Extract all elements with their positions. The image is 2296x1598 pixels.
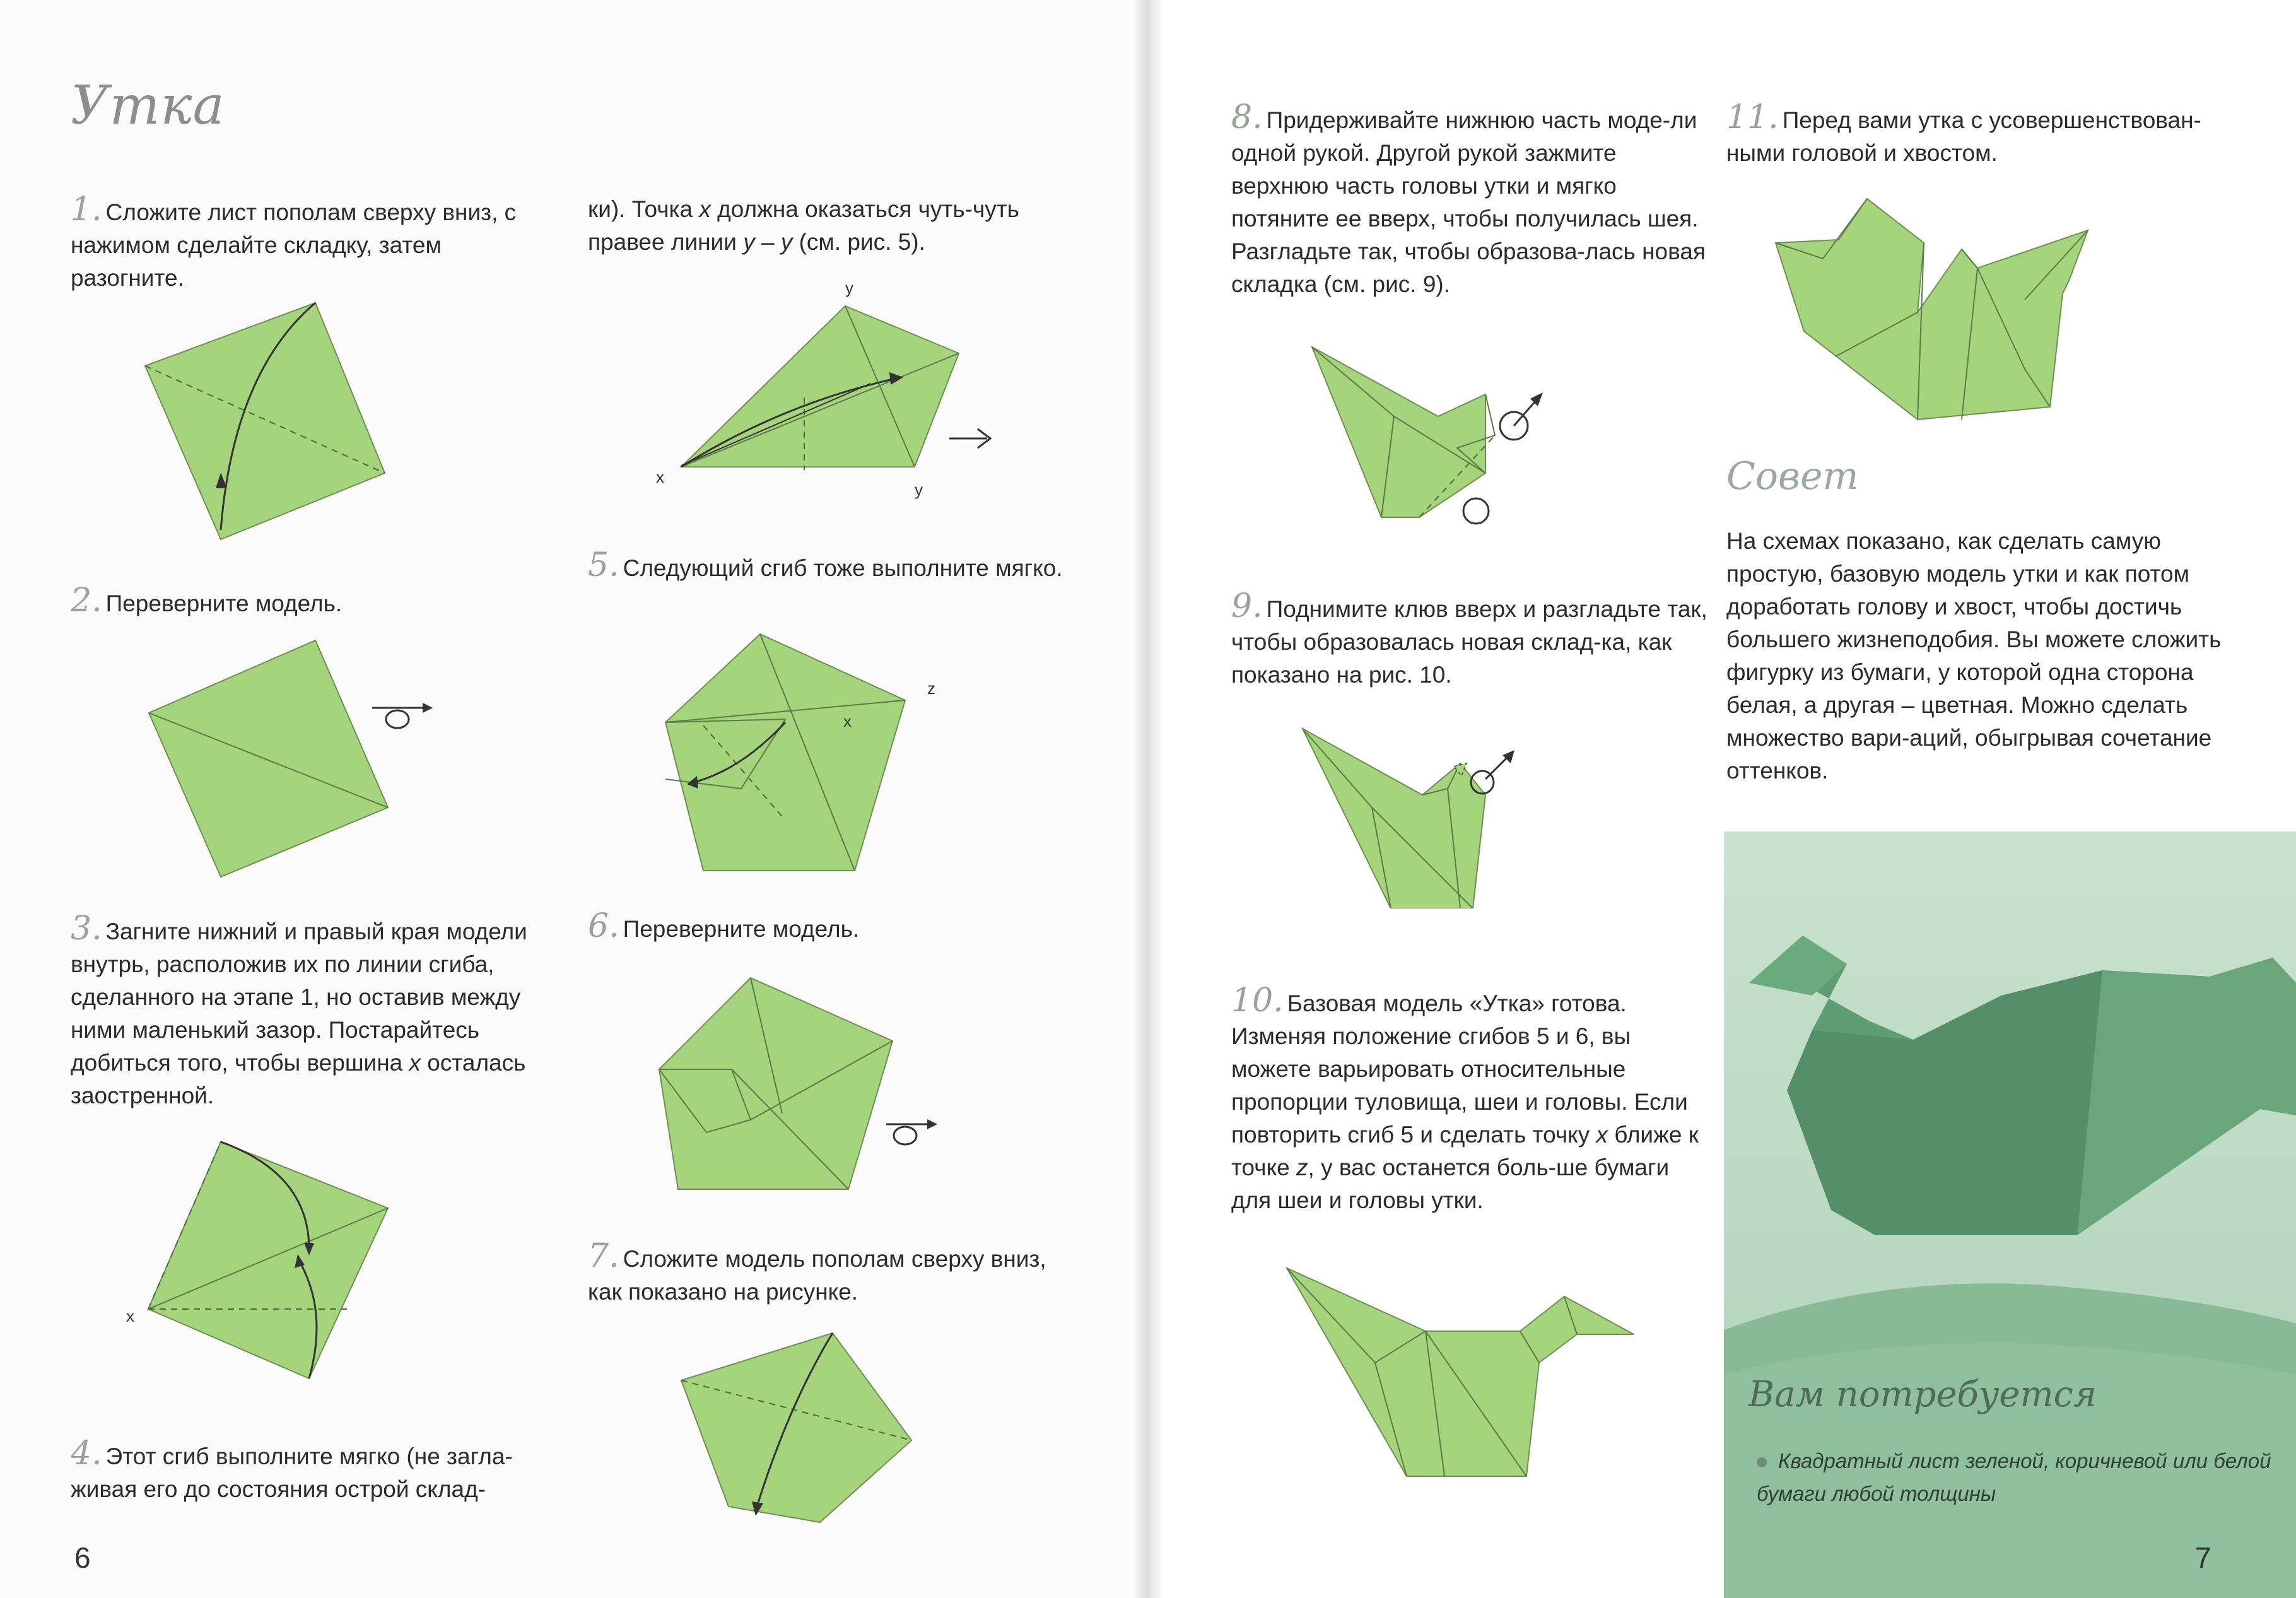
- figure-4-label-y-top: y: [845, 278, 853, 297]
- figure-4-label-x: x: [656, 467, 664, 486]
- step-8-text: Придерживайте нижнюю часть моде-ли одной рукой. Другой рукой зажмите верхнюю часть головы утки и мягко потяните ее вверх, чтобы получилась шея. Разгладьте так, чтобы образова-лась новая складка (см. рис. 9).: [1231, 107, 1706, 297]
- step-7: [588, 1237, 1067, 1308]
- step-4-cont-var-yy: y – y: [743, 229, 793, 255]
- figure-7: [675, 1330, 927, 1525]
- step-8-number: 8.: [1231, 98, 1263, 136]
- step-10-text-a: Базовая модель «Утка» готова. Изменяя положение сгибов 5 и 6, вы можете варьировать относительные пропорции туловища, шеи и головы. Если повторить сгиб 5 и сделать точку: [1231, 990, 1688, 1148]
- figure-8: [1306, 341, 1596, 536]
- step-2: [71, 584, 342, 620]
- step-3-var-x: x: [409, 1050, 421, 1076]
- step-2-number: 2.: [71, 582, 102, 620]
- figure-5-label-x: x: [843, 712, 852, 731]
- step-3: [71, 912, 550, 1112]
- figure-5: [659, 631, 949, 883]
- figure-3-label-x: x: [126, 1307, 134, 1325]
- materials-item: [1757, 1445, 2274, 1510]
- step-10: [1231, 984, 1711, 1217]
- step-1-number: 1.: [71, 191, 102, 228]
- step-9: [1231, 587, 1711, 691]
- step-4-continued: [588, 193, 1067, 259]
- step-7-text: Сложите модель пополам сверху вниз, как показано на рисунке.: [588, 1246, 1046, 1305]
- step-10-text-b: ближе к точке: [1231, 1122, 1699, 1180]
- step-5-number: 5.: [588, 546, 619, 584]
- step-11-number: 11.: [1726, 98, 1779, 136]
- step-10-text-c: , у вас останется боль-ше бумаги для шеи и головы утки.: [1231, 1154, 1670, 1213]
- step-5: [588, 546, 1067, 585]
- step-6-number: 6.: [588, 907, 619, 945]
- tip-text: На схемах показано, как сделать самую простую, базовую модель утки и как потом доработать голову и хвост, чтобы достичь большего жизнеподобия. Вы можете сложить фигурку из бумаги, у которой одна сторона белая, а другая – цветная. Можно сделать множество вари-аций, обыгрывая сочетание оттенков.: [1726, 528, 2222, 784]
- step-7-number: 7.: [588, 1237, 619, 1275]
- page-number-left: 6: [74, 1541, 91, 1574]
- step-10-var-x: x: [1596, 1122, 1608, 1148]
- figure-2: [145, 637, 435, 883]
- step-4-text: Этот сгиб выполните мягко (не загла-живая его до состояния острой склад-: [71, 1443, 513, 1502]
- figure-10: [1280, 1262, 1646, 1489]
- tip-title: Совет: [1726, 454, 1859, 498]
- step-4-cont-text-c: (см. рис. 5).: [792, 229, 925, 255]
- page-title: Утка: [71, 74, 225, 136]
- figure-4: [656, 278, 1009, 511]
- step-4-cont-text-a: ки). Точка: [588, 196, 700, 222]
- step-4-cont-var-x: x: [699, 196, 711, 222]
- step-1-text: Сложите лист пополам сверху вниз, с нажимом сделайте складку, затем разогните.: [71, 199, 517, 291]
- step-6-text: Переверните модель.: [623, 916, 860, 942]
- materials-title: Вам потребуется: [1748, 1374, 2097, 1415]
- step-9-number: 9.: [1231, 587, 1263, 625]
- step-4: [71, 1437, 550, 1506]
- step-11: [1726, 98, 2256, 170]
- figure-6: [656, 975, 940, 1196]
- step-10-number: 10.: [1231, 982, 1284, 1019]
- step-2-text: Переверните модель.: [105, 590, 343, 616]
- figure-4-label-y-bottom: y: [915, 480, 923, 499]
- step-3-text-b: осталась заостренной.: [71, 1050, 526, 1108]
- step-11-text: Перед вами утка с усовершенствован-ными головой и хвостом.: [1726, 107, 2201, 166]
- figure-11: [1772, 192, 2138, 426]
- figure-5-label-z: z: [927, 679, 935, 698]
- materials-item-text: Квадратный лист зеленой, коричневой или белой бумаги любой толщины: [1757, 1449, 2271, 1505]
- step-3-text-a: Загните нижний и правый края модели внутрь, расположив их по линии сгиба, сделанного на этапе 1, но оставив между ними маленький зазор. Постарайтесь добиться того, чтобы вершина: [71, 919, 527, 1076]
- figure-3: [120, 1136, 397, 1388]
- page-number-right: 7: [2195, 1541, 2211, 1574]
- step-1: [71, 193, 537, 295]
- figure-1: [139, 297, 404, 549]
- book-gutter: [1135, 0, 1164, 1598]
- step-10-var-z: z: [1296, 1154, 1308, 1180]
- step-4-cont-text-b: должна оказаться чуть-чуть правее линии: [588, 196, 1019, 255]
- step-9-text: Поднимите клюв вверх и разгладьте так, чтобы образовалась новая склад-ка, как показано на рис. 10.: [1231, 596, 1707, 688]
- step-6: [588, 907, 860, 946]
- step-4-number: 4.: [71, 1435, 102, 1472]
- step-8: [1231, 98, 1711, 301]
- step-3-number: 3.: [71, 910, 102, 948]
- step-5-text: Следующий сгиб тоже выполните мягко.: [623, 555, 1063, 581]
- figure-9: [1296, 719, 1599, 908]
- bullet-icon: [1757, 1457, 1767, 1467]
